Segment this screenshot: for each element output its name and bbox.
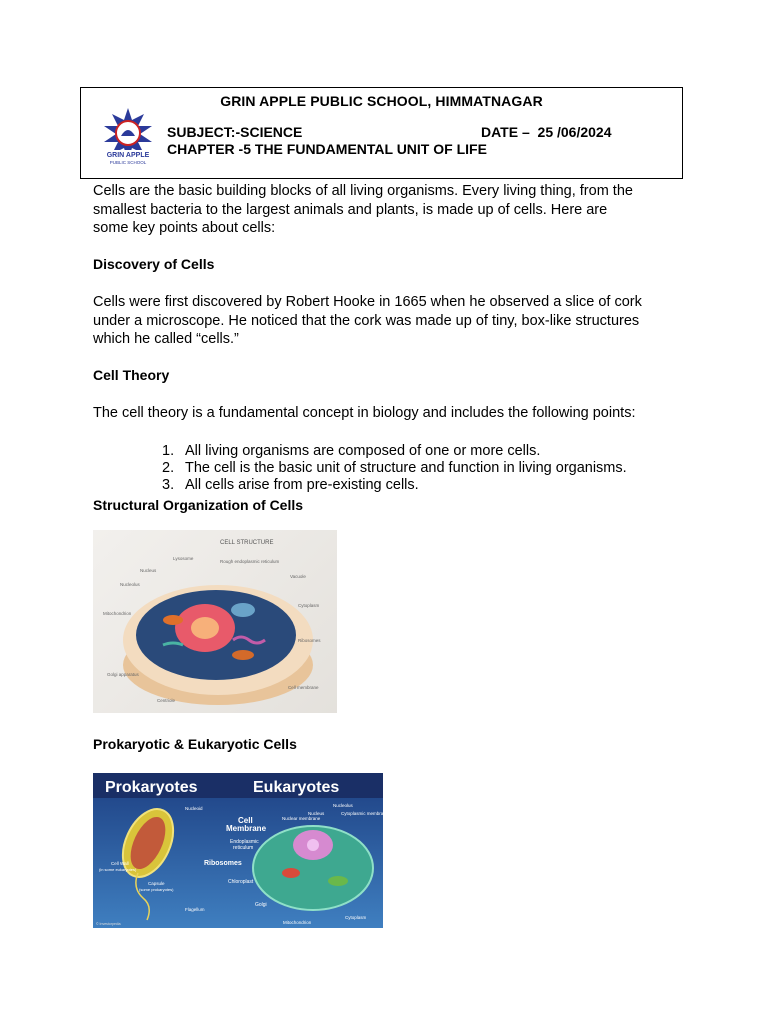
school-logo-icon xyxy=(98,106,158,166)
cell-structure-image xyxy=(93,530,337,713)
pro-eu-heading: Prokaryotic & Eukaryotic Cells xyxy=(93,736,297,752)
list-text: All living organisms are composed of one or more cells. xyxy=(185,443,541,459)
prokaryote-eukaryote-diagram xyxy=(93,773,389,928)
cell-theory-intro: The cell theory is a fundamental concept in biology and includes the following points: xyxy=(93,405,636,421)
chapter-title: CHAPTER -5 THE FUNDAMENTAL UNIT OF LIFE xyxy=(167,141,487,157)
subject-label: SUBJECT:-SCIENCE xyxy=(167,124,303,140)
label-cytoplasm: Cytoplasm xyxy=(345,915,367,920)
label-capsule-1: Capsule xyxy=(148,881,165,886)
label-er-2: reticulum xyxy=(233,845,254,851)
label-chloroplast: Chloroplast xyxy=(228,879,254,885)
structural-heading: Structural Organization of Cells xyxy=(93,497,304,513)
vacuole-shape xyxy=(231,603,255,617)
label-flagellum: Flagellum xyxy=(185,907,205,912)
discovery-line-1: Cells were first discovered by Robert Hooke in 1665 when he observed a slice of cork xyxy=(93,294,642,310)
label-capsule-2: (some prokaryotes) xyxy=(139,887,174,892)
list-text: The cell is the basic unit of structure and function in living organisms. xyxy=(185,460,627,476)
label-centriole: Centriole xyxy=(157,698,176,703)
nucleolus-shape xyxy=(191,617,219,639)
discovery-heading: Discovery of Cells xyxy=(93,256,215,272)
list-item xyxy=(162,460,627,477)
discovery-line-2: under a microscope. He noticed that the cork was made up of tiny, box-like structures xyxy=(93,312,640,329)
discovery-line-3: which he called “cells.” xyxy=(93,331,239,347)
label-er-1: Endoplasmic xyxy=(230,839,259,845)
label-cell-membrane: Cell membrane xyxy=(288,685,319,690)
label-golgi: Golgi xyxy=(255,902,267,908)
intro-line-3: some key points about cells: xyxy=(93,220,276,236)
image-credit: © Investorpedia xyxy=(96,922,121,926)
label-cytoplasm: Cytoplasm xyxy=(298,603,320,608)
logo-text-2: PUBLIC SCHOOL xyxy=(109,160,147,165)
label-nucleolus: Nucleolus xyxy=(120,582,140,587)
logo-text-1: GRIN APPLE xyxy=(106,152,150,159)
label-vacuole: Vacuole xyxy=(290,574,306,579)
header-box xyxy=(80,87,683,179)
nucleolus-shape xyxy=(307,839,319,851)
title-eukaryotes: Eukaryotes xyxy=(253,779,340,796)
label-cell-membrane-1: Cell xyxy=(238,816,253,825)
prokaryote-eukaryote-image xyxy=(93,773,389,928)
cell-theory-list xyxy=(162,443,627,494)
chloroplast-shape xyxy=(328,876,348,886)
diagram-title: CELL STRUCTURE xyxy=(220,540,274,546)
list-number: 1. xyxy=(162,443,175,459)
label-nuclear-membrane: Nuclear membrane xyxy=(282,816,321,821)
list-item xyxy=(162,477,627,494)
discovery-paragraph xyxy=(93,293,693,349)
title-prokaryotes: Prokaryotes xyxy=(105,779,198,796)
list-number: 3. xyxy=(162,477,175,493)
mitochondrion-shape xyxy=(163,615,183,625)
label-ribosomes: Ribosomes xyxy=(204,860,242,867)
mitochondrion-shape xyxy=(282,868,300,878)
list-item xyxy=(162,443,627,460)
date-label: DATE – 25 /06/2024 xyxy=(481,124,612,140)
label-lysosome: Lysosome xyxy=(173,556,194,561)
label-rough-er: Rough endoplasmic reticulum xyxy=(220,559,280,564)
school-logo xyxy=(98,106,158,166)
label-nucleolus: Nucleolus xyxy=(333,803,353,808)
label-ribosomes: Ribosomes xyxy=(298,638,321,643)
list-number: 2. xyxy=(162,460,175,476)
label-cell-wall-2: (in some eukaryotes) xyxy=(99,867,137,872)
intro-line-1: Cells are the basic building blocks of all living organisms. Every living thing, from the xyxy=(93,183,633,199)
label-mitochondrion: Mitochondrion xyxy=(283,920,312,925)
label-nucleoid: Nucleoid xyxy=(185,806,203,811)
list-text: All cells arise from pre-existing cells. xyxy=(185,477,419,493)
mitochondrion-shape xyxy=(232,650,254,660)
label-mitochondrion: Mitochondrion xyxy=(103,611,132,616)
school-name: GRIN APPLE PUBLIC SCHOOL, HIMMATNAGAR xyxy=(220,93,543,109)
label-golgi: Golgi apparatus xyxy=(107,672,139,677)
label-cell-wall-1: Cell Wall xyxy=(111,861,129,866)
label-cell-membrane-2: Membrane xyxy=(226,824,267,833)
cell-theory-heading: Cell Theory xyxy=(93,367,170,383)
intro-line-2: smallest bacteria to the largest animals and plants, is made up of cells. Here are xyxy=(93,201,608,218)
label-nucleus: Nucleus xyxy=(140,568,157,573)
label-cytoplasmic-membrane: Cytoplasmic membrane xyxy=(341,811,389,816)
cell-structure-diagram xyxy=(93,530,337,713)
intro-paragraph xyxy=(93,182,693,238)
label-nucleus: Nucleus xyxy=(308,811,325,816)
